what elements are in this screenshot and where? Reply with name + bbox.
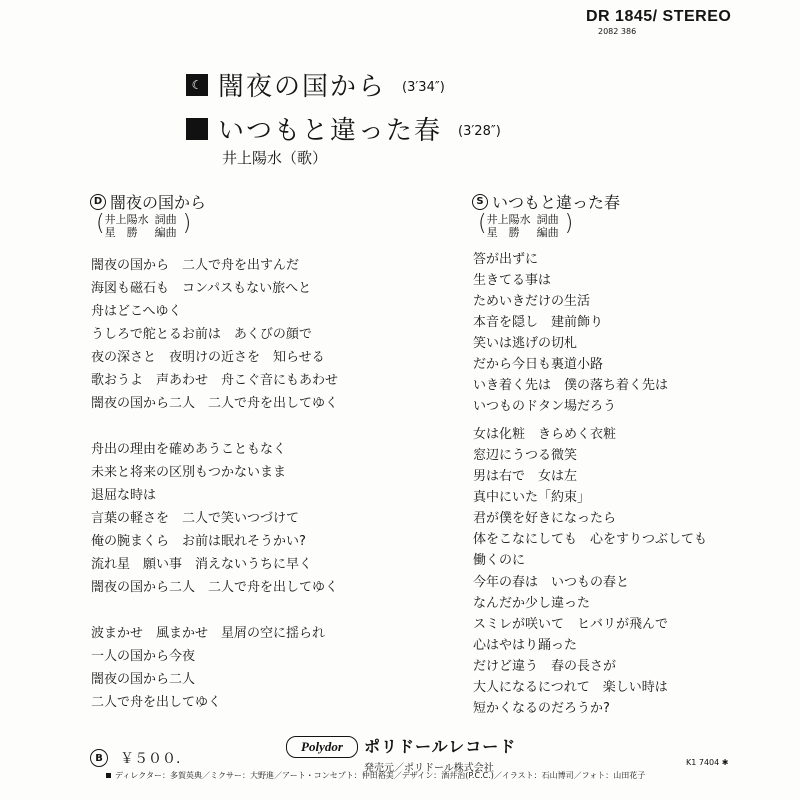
lyric-line: 男は右で 女は左 xyxy=(473,469,578,484)
b-mark-icon: B xyxy=(90,749,108,767)
track-listing-1 xyxy=(186,66,445,103)
side-d-heading xyxy=(90,190,206,213)
side-s-credits xyxy=(478,212,573,239)
lyric-line: だけど違う 春の長さが xyxy=(473,659,617,674)
lyric-line: 闇夜の国から二人 二人で舟を出してゆく xyxy=(91,580,339,595)
close-paren-glyph: ) xyxy=(564,211,574,236)
lyric-line: 心はやはり踊った xyxy=(473,638,578,653)
lyric-line: だから今日も裏道小路 xyxy=(473,357,604,372)
price xyxy=(90,748,180,768)
label-distributor: 発売元／ポリドール株式会社 xyxy=(364,763,494,774)
lyric-line: 二人で舟を出してゆく xyxy=(91,695,222,710)
side-s-heading xyxy=(472,190,620,213)
side-s-stanza-1 xyxy=(473,249,668,417)
track-title: いつもと違った春 xyxy=(218,116,443,146)
side-d-stanza-3 xyxy=(91,622,325,714)
lyric-line: 海図も磁石も コンパスもない旅へと xyxy=(91,281,312,296)
square-bullet-icon xyxy=(106,773,111,778)
credit-row: 星 勝 編曲 xyxy=(104,226,177,239)
lyric-line: 女は化粧 きらめく衣粧 xyxy=(473,427,617,442)
side-d-credits xyxy=(96,212,191,239)
side-s-mark-icon: S xyxy=(472,194,488,210)
lyric-line: なんだか少し違った xyxy=(473,596,591,611)
moon-icon: ☾ xyxy=(186,74,208,96)
track-title: 闇夜の国から xyxy=(218,72,387,102)
label-name: ポリドールレコード xyxy=(364,737,517,756)
star-icon: ✱ xyxy=(721,758,729,767)
artist-credit: 井上陽水（歌） xyxy=(222,149,328,167)
track-listing-2 xyxy=(186,110,501,147)
price-value: ￥５００. xyxy=(120,751,181,767)
release-code: K1 7404 ✱ xyxy=(686,758,729,767)
lyric-line: 笑いは逃げの切札 xyxy=(473,336,578,351)
lyric-line: 闇夜の国から二人 二人で舟を出してゆく xyxy=(91,396,339,411)
side-d-title: 闇夜の国から xyxy=(110,193,207,212)
lyric-line: 退屈な時は xyxy=(91,488,157,503)
side-s-stanza-2 xyxy=(473,424,707,571)
close-paren-glyph: ) xyxy=(182,211,192,236)
side-d-stanza-1 xyxy=(91,254,338,415)
lyric-line: 窓辺にうつる微笑 xyxy=(473,448,578,463)
lyric-line: 短かくなるのだろうか? xyxy=(473,701,610,716)
track-time: (3′34″) xyxy=(402,80,445,95)
lyric-line: 今年の春は いつもの春と xyxy=(473,575,630,590)
lyric-line: いつものドタン場だろう xyxy=(473,399,617,414)
lyric-line: 真中にいた「約束」 xyxy=(473,490,591,505)
lyric-line: スミレが咲いて ヒバリが飛んで xyxy=(473,617,669,632)
side-s-title: いつもと違った春 xyxy=(492,193,621,212)
lyric-line: うしろで舵とるお前は あくびの顔で xyxy=(91,327,312,342)
lyric-line: 流れ星 願い事 消えないうちに早く xyxy=(91,557,313,572)
lyric-line: ためいきだけの生活 xyxy=(473,294,591,309)
catalog-number: DR 1845/ STEREO xyxy=(586,8,732,25)
lyric-line: 舟出の理由を確めあうこともなく xyxy=(91,442,287,457)
lyric-line: 夜の深さと 夜明けの近さを 知らせる xyxy=(91,350,325,365)
lyric-line: 君が僕を好きになったら xyxy=(473,511,617,526)
lyric-line: 未来と将来の区別もつかないまま xyxy=(91,465,287,480)
lyric-line: 闇夜の国から 二人で舟を出すんだ xyxy=(91,258,300,273)
lyric-line: 生きてる事は xyxy=(473,273,552,288)
matrix-number: 2082 386 xyxy=(598,27,637,36)
open-paren-glyph: ( xyxy=(478,211,487,236)
side-d-mark-icon: D xyxy=(90,194,106,210)
lyric-line: 一人の国から今夜 xyxy=(91,649,196,664)
lyric-line: 体をこなにしても 心をすりつぶしても xyxy=(473,532,708,547)
lyric-line: 本音を隠し 建前飾り xyxy=(473,315,604,330)
credit-row: 星 勝 編曲 xyxy=(486,226,559,239)
square-bullet-icon xyxy=(186,118,208,140)
lyric-line: 舟はどこへゆく xyxy=(91,304,182,319)
lyric-line: いき着く先は 僕の落ち着く先は xyxy=(473,378,669,393)
lyric-line: 答が出ずに xyxy=(473,252,539,267)
credit-row: 井上陽水 詞曲 xyxy=(104,213,177,226)
open-paren-glyph: ( xyxy=(96,211,105,236)
lyric-line: 闇夜の国から二人 xyxy=(91,672,196,687)
lyric-line: 波まかせ 風まかせ 星屑の空に揺られ xyxy=(91,626,326,641)
track-time: (3′28″) xyxy=(458,124,501,139)
lyric-line: 歌おうよ 声あわせ 舟こぐ音にもあわせ xyxy=(91,373,339,388)
lyric-line: 大人になるにつれて 楽しい時は xyxy=(473,680,668,695)
lyric-line: 働くのに xyxy=(473,553,526,568)
lyric-line: 俺の腕まくら お前は眠れそうかい? xyxy=(91,534,306,549)
staff-credits: ディレクター：多賀英典／ミクサー：大野進／アート・コンセプト：仲田裕美／デザイン：酒井治(P.C.C.)／イラスト：石山博司／フォト：山田花子 xyxy=(106,770,645,781)
credit-row: 井上陽水 詞曲 xyxy=(486,213,559,226)
side-s-stanza-3 xyxy=(473,572,668,719)
polydor-logo-icon: Polydor xyxy=(286,736,358,758)
lyric-line: 言葉の軽さを 二人で笑いつづけて xyxy=(91,511,300,526)
side-d-stanza-2 xyxy=(91,438,338,599)
record-label xyxy=(286,734,516,774)
